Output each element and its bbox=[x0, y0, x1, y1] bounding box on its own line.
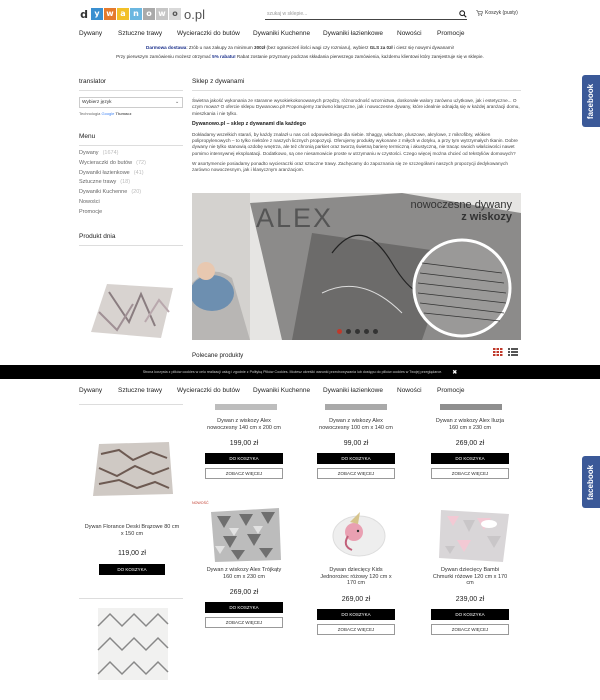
product-name[interactable]: Dywan Florance Deski Brązowe 80 cm x 150 cm bbox=[84, 524, 180, 537]
add-to-cart-button[interactable]: DO KOSZYKA bbox=[205, 602, 283, 613]
hero-banner[interactable] bbox=[192, 193, 521, 340]
nav-item-dywaniki-lazienkowe[interactable]: Dywaniki łazienkowe bbox=[323, 387, 383, 394]
search-placeholder: szukaj w sklepie... bbox=[267, 11, 308, 17]
product-card bbox=[205, 418, 283, 479]
logo-letter: d bbox=[78, 8, 90, 20]
divider bbox=[79, 404, 183, 405]
product-price: 199,00 zł bbox=[229, 440, 259, 447]
search-input[interactable] bbox=[265, 9, 467, 20]
product-name[interactable]: Dywan z wiskozy Alex nowoczesny 100 cm x 140 cm bbox=[319, 418, 393, 431]
product-image[interactable] bbox=[440, 404, 502, 410]
grid-view-icon[interactable] bbox=[493, 348, 503, 356]
nav-item-sztuczne-trawy[interactable]: Sztuczne trawy bbox=[118, 30, 163, 37]
view-more-button[interactable]: ZOBACZ WIĘCEJ bbox=[317, 624, 395, 635]
sidebar-item-promocje[interactable]: Promocje bbox=[79, 208, 103, 215]
cookie-text: Strona korzysta z plików cookies w celu realizacji usług i zgodnie z Polityką Plików Cookies. Możesz określić warunki przechowywania lub dostępu do plików cookies w Twojej przeglądarce. bbox=[142, 370, 443, 374]
product-of-day-image[interactable] bbox=[89, 282, 175, 340]
banner-dots bbox=[337, 329, 378, 334]
logo-letter: y bbox=[91, 8, 103, 20]
content-subtitle: Dywanowo.pl – sklep z dywanami dla każdego bbox=[192, 120, 306, 127]
slider-dot[interactable] bbox=[364, 329, 369, 334]
slider-dot[interactable] bbox=[373, 329, 378, 334]
logo-letter: o bbox=[143, 8, 155, 20]
view-more-button[interactable]: ZOBACZ WIĘCEJ bbox=[205, 617, 283, 628]
nav-item-dywany[interactable]: Dywany bbox=[79, 387, 103, 394]
add-to-cart-button[interactable]: DO KOSZYKA bbox=[431, 453, 509, 464]
divider bbox=[79, 90, 183, 91]
sticky-nav bbox=[0, 387, 600, 399]
promo-line-1: Darmowa dostawa: Zrób u nas zakupy za minimum 300zł (bez ograniczeń ilości wagi czy rozmiaru), wybierz GLS za 0zł i ciesz się nowymi dywanami! bbox=[146, 45, 454, 50]
chevron-down-icon: ⌄ bbox=[174, 100, 179, 105]
paragraph-2: Dokładamy wszelkich starań, by każdy znalazł u nas coś odpowiedniego dla siebie. Shaggy, włochate, pluszowe, akrylowe, z mikrofibry, włókien polipropylenowych – to tylko niektóre z naszych licznych propozycji. Oferujemy produkty wykonane z miłych w dotyku, a przy tym wytrzymałych tkanin. Dobre dywany nie tylko stanowią ozdobę wnętrza, ale też chronią parkiet oraz tworzą świetną barierę termiczną i akustyczną, nie tracąc swoich właściwości nawet pomimo intensywnej eksploatacji. Dodatkowo, są one niesamowicie proste w utrzymaniu w czystości. Czego więcej można chcieć od tekstyliów domowych? bbox=[192, 131, 518, 156]
product-name[interactable]: Dywan dziecięcy Kids Jednorożec różowy 120 cm x 170 cm bbox=[320, 567, 392, 586]
promo-line-2: Przy pierwszym zamówieniu możesz otrzymać 5% rabatu! Rabat zostanie przyznany podczas składania pierwszego zamówienia, każdemu klientowi który zarejestruje się w sklepie. bbox=[116, 54, 484, 59]
page-title: Sklep z dywanami bbox=[192, 78, 245, 85]
facebook-tab[interactable]: facebook bbox=[582, 75, 600, 127]
slider-dot[interactable] bbox=[355, 329, 360, 334]
logo-letter: a bbox=[117, 8, 129, 20]
cart-link[interactable] bbox=[476, 10, 518, 16]
slider-dot-active[interactable] bbox=[337, 329, 342, 334]
sidebar-item-sztuczne-trawy[interactable]: Sztuczne trawy (18) bbox=[79, 179, 131, 186]
nav-item-sztuczne-trawy[interactable]: Sztuczne trawy bbox=[118, 387, 163, 394]
close-icon[interactable]: ✖ bbox=[452, 369, 458, 376]
add-to-cart-button[interactable]: DO KOSZYKA bbox=[317, 609, 395, 620]
recommended-title: Polecane produkty bbox=[192, 352, 244, 359]
product-card bbox=[84, 524, 180, 575]
product-image[interactable] bbox=[89, 440, 175, 498]
add-to-cart-button[interactable]: DO KOSZYKA bbox=[317, 453, 395, 464]
sidebar-item-dywany[interactable]: Dywany (1674) bbox=[79, 150, 119, 156]
product-price: 239,00 zł bbox=[455, 595, 485, 603]
add-to-cart-button[interactable]: DO KOSZYKA bbox=[205, 453, 283, 464]
nav-item-wycieraczki[interactable]: Wycieraczki do butów bbox=[177, 387, 240, 394]
divider bbox=[79, 245, 183, 246]
divider bbox=[79, 598, 183, 599]
nav-item-wycieraczki[interactable]: Wycieraczki do butów bbox=[177, 30, 240, 37]
menu-title: Menu bbox=[79, 133, 96, 140]
product-name[interactable]: Dywan dziecięcy Bambi Chmurki różowe 120 cm x 170 cm bbox=[432, 567, 508, 586]
view-more-button[interactable]: ZOBACZ WIĘCEJ bbox=[205, 468, 283, 479]
logo-suffix: o.pl bbox=[184, 6, 205, 22]
nav-item-dywaniki-lazienkowe[interactable]: Dywaniki łazienkowe bbox=[323, 30, 383, 37]
cookie-bar bbox=[0, 365, 600, 379]
add-to-cart-button[interactable]: DO KOSZYKA bbox=[99, 564, 165, 575]
nav-item-nowosci[interactable]: Nowości bbox=[397, 387, 422, 394]
sidebar bbox=[79, 78, 183, 246]
logo[interactable] bbox=[78, 6, 205, 22]
divider bbox=[79, 145, 183, 146]
list-view-icon[interactable] bbox=[508, 348, 518, 356]
nav-item-promocje[interactable]: Promocje bbox=[437, 387, 465, 394]
product-name[interactable]: Dywan z wiskozy Alex Iluzja 160 cm x 230 cm bbox=[435, 418, 505, 431]
content bbox=[192, 78, 521, 178]
product-image[interactable] bbox=[94, 606, 172, 682]
cart-icon bbox=[476, 10, 483, 16]
product-image[interactable] bbox=[437, 506, 511, 564]
product-image[interactable] bbox=[325, 404, 387, 410]
nav-item-dywaniki-kuchenne[interactable]: Dywaniki Kuchenne bbox=[253, 30, 311, 37]
translator-title: translator bbox=[79, 78, 107, 85]
banner-brand: ALEX bbox=[256, 203, 334, 233]
slider-dot[interactable] bbox=[346, 329, 351, 334]
google-translate-credit: Technologia Google Tłumacz bbox=[79, 111, 132, 116]
search-icon[interactable] bbox=[459, 10, 467, 18]
product-card bbox=[431, 567, 509, 635]
product-price: 269,00 zł bbox=[229, 589, 259, 596]
divider bbox=[192, 90, 521, 91]
product-price: 119,00 zł bbox=[118, 550, 146, 557]
view-more-button[interactable]: ZOBACZ WIĘCEJ bbox=[431, 468, 509, 479]
sidebar-item-nowosci[interactable]: Nowości bbox=[79, 198, 100, 205]
product-price: 269,00 zł bbox=[341, 595, 371, 603]
logo-letter: w bbox=[104, 8, 116, 20]
banner-tagline: nowoczesne dywany z wiskozy bbox=[410, 199, 512, 223]
product-name[interactable]: Dywan z wiskozy Alex Trójkąty 160 cm x 230 cm bbox=[206, 567, 282, 580]
logo-letter: n bbox=[130, 8, 142, 20]
new-badge: NOWOŚĆ bbox=[192, 501, 209, 505]
logo-letter: w bbox=[156, 8, 168, 20]
product-image[interactable] bbox=[215, 404, 277, 410]
view-more-button[interactable]: ZOBACZ WIĘCEJ bbox=[431, 624, 509, 635]
product-name[interactable]: Dywan z wiskozy Alex nowoczesny 140 cm x 200 cm bbox=[207, 418, 281, 431]
nav-item-dywaniki-kuchenne[interactable]: Dywaniki Kuchenne bbox=[253, 387, 311, 394]
cart-label: Koszyk (pusty) bbox=[485, 10, 518, 16]
paragraph-3: W asortymencie posiadamy ponadto wycieraczki oraz sztuczne trawy. Zachęcamy do zapoznania się ze szczegółami naszych propozycji dedykowanych zarówno nowoczesnym, jak i klasycznym aranżacjom. bbox=[192, 161, 508, 173]
facebook-tab[interactable]: facebook bbox=[582, 456, 600, 508]
sidebar-item-lazienkowe[interactable]: Dywaniki łazienkowe (41) bbox=[79, 169, 144, 176]
product-card bbox=[431, 418, 509, 479]
nav-item-dywany[interactable]: Dywany bbox=[79, 30, 103, 37]
language-select[interactable]: Wybierz język ⌄ bbox=[79, 97, 183, 108]
sidebar-item-wycieraczki[interactable]: Wycieraczki do butów (72) bbox=[79, 159, 146, 166]
view-more-button[interactable]: ZOBACZ WIĘCEJ bbox=[317, 468, 395, 479]
intro-paragraph: Świetna jakość wykonania ze staranne wysokiekokonowanych przędzy, różnorodność wzornictwa, doskonałe walory zarówno użytkowe, jak i estetyczne... O czym mowa? O ofercie sklepu Dywanowo.pl! Proponujemy zarówno klasyczne, jak i nowoczesne dywany, które idealnie odnajdą się w każdej aranżacji domu, mieszkania i nie tylko. bbox=[192, 98, 520, 116]
product-image[interactable] bbox=[209, 506, 283, 564]
product-price: 269,00 zł bbox=[455, 440, 485, 447]
product-card bbox=[205, 567, 283, 628]
product-card bbox=[317, 418, 395, 479]
main-nav bbox=[0, 30, 600, 42]
product-price: 99,00 zł bbox=[343, 440, 369, 447]
logo-letter: o bbox=[169, 8, 181, 20]
nav-item-nowosci[interactable]: Nowości bbox=[397, 30, 422, 37]
product-image[interactable] bbox=[322, 506, 396, 564]
product-of-day-title: Produkt dnia bbox=[79, 232, 116, 240]
nav-item-promocje[interactable]: Promocje bbox=[437, 30, 465, 37]
add-to-cart-button[interactable]: DO KOSZYKA bbox=[431, 609, 509, 620]
product-card bbox=[317, 567, 395, 635]
sidebar-item-kuchenne[interactable]: Dywaniki Kuchenne (20) bbox=[79, 189, 142, 196]
